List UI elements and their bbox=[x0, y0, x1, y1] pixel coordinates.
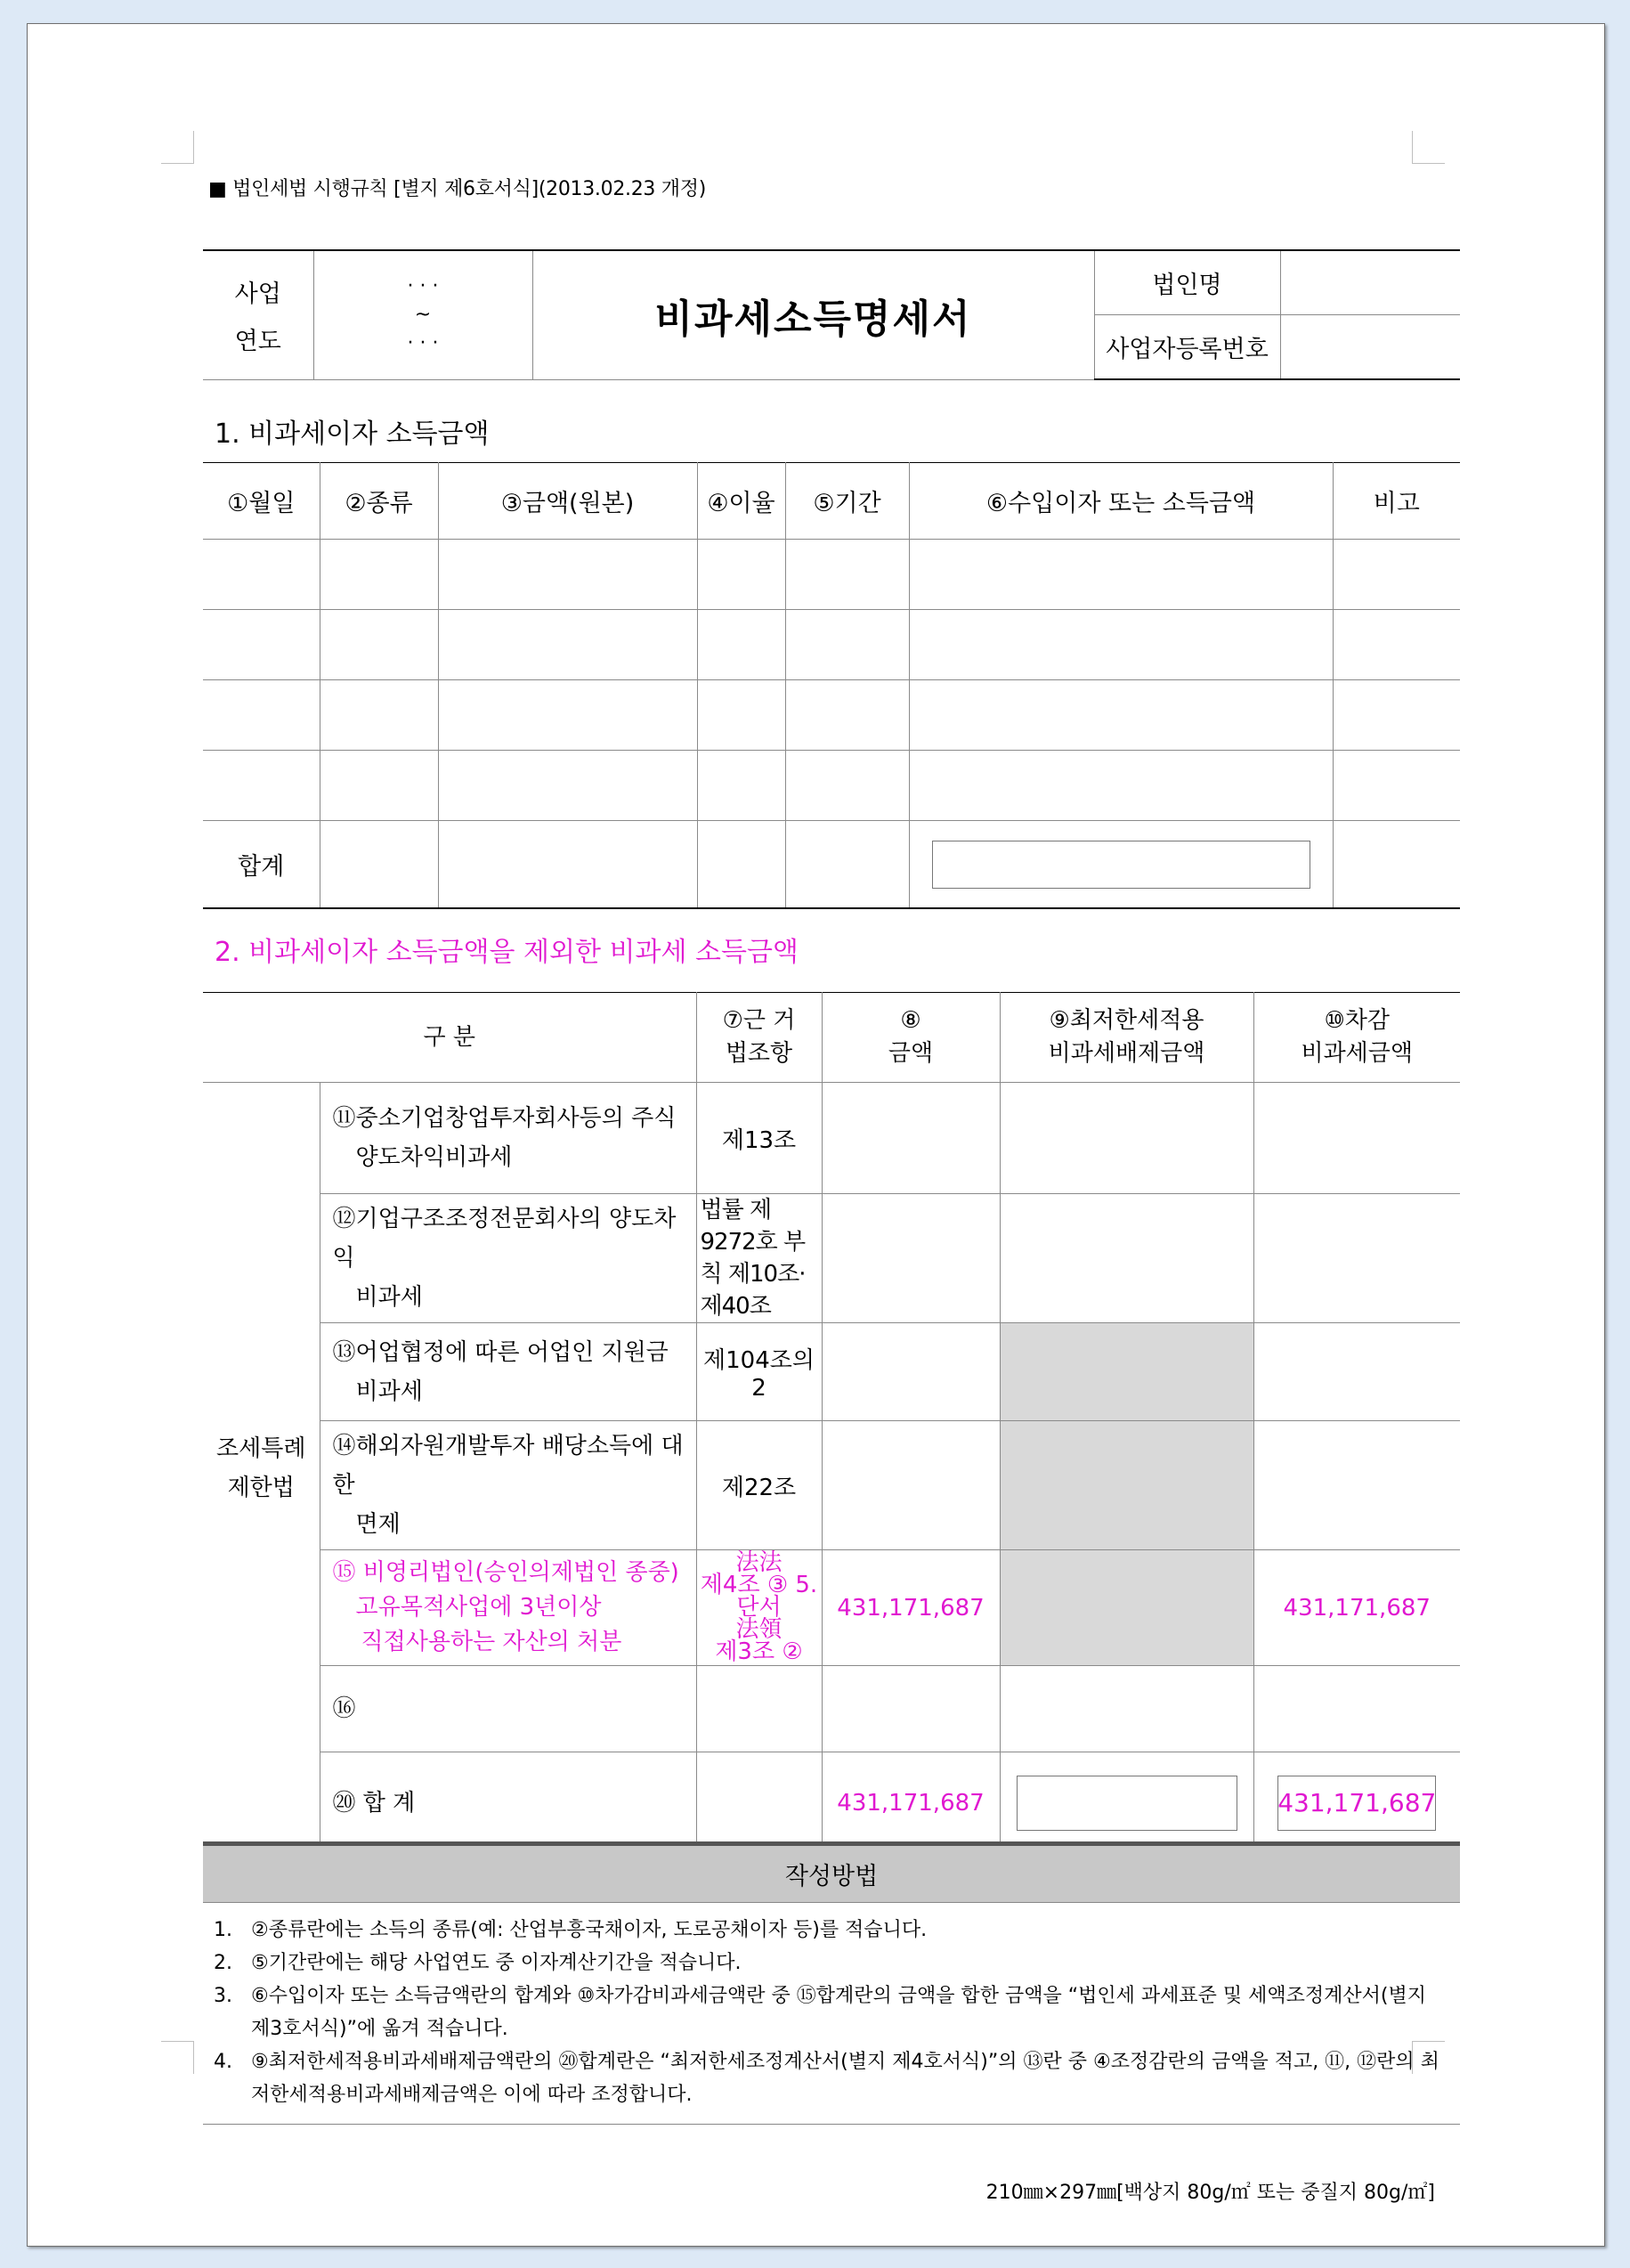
crop-mark bbox=[161, 2041, 194, 2074]
reg-no-label: 사업자등록번호 bbox=[1094, 315, 1280, 380]
cell[interactable] bbox=[785, 821, 909, 909]
total-row bbox=[203, 821, 1460, 909]
basis-cell[interactable] bbox=[696, 1752, 822, 1855]
interest-total-cell bbox=[909, 821, 1333, 909]
guide-item: 4. ⑨최저한세적용비과세배제금액란의 ⑳합계란은 “최저한세조정계산서(별지 제4호서식)”의 ⑬란 중 ④조정감란의 금액을 적고, ⑪, ⑫란의 최저한세적용비과세배제금액은 이에 따라 조정합니다. bbox=[214, 2051, 1439, 2106]
cell[interactable] bbox=[203, 680, 320, 751]
col-header: ⑥수입이자 또는 소득금액 bbox=[909, 463, 1333, 540]
row-basis: 제104조의2 bbox=[696, 1323, 822, 1421]
amount-cell[interactable]: 431,171,687 bbox=[822, 1550, 1000, 1666]
table-row bbox=[203, 1083, 1460, 1194]
interest-total-field[interactable] bbox=[932, 841, 1310, 889]
period-dates[interactable]: · · · ~ · · · bbox=[313, 250, 532, 379]
cell[interactable] bbox=[203, 540, 320, 610]
group-label: 조세특례 제한법 bbox=[203, 1083, 320, 1855]
total-row bbox=[203, 1752, 1460, 1855]
shaded-cell bbox=[1000, 1550, 1253, 1666]
cell[interactable] bbox=[909, 751, 1333, 821]
guide-list bbox=[203, 1902, 1460, 2125]
crop-mark bbox=[1412, 131, 1445, 164]
deduct-total-cell bbox=[1253, 1752, 1460, 1855]
minimum-tax-header: ⑨최저한세적용 비과세배제금액 bbox=[1000, 993, 1253, 1083]
cell[interactable] bbox=[320, 540, 438, 610]
total-amount[interactable]: 431,171,687 bbox=[822, 1752, 1000, 1855]
col-header: ⑤기간 bbox=[785, 463, 909, 540]
total-label: 합계 bbox=[203, 821, 320, 909]
amount-cell[interactable] bbox=[822, 1666, 1000, 1752]
deduct-cell[interactable] bbox=[1253, 1083, 1460, 1194]
cell[interactable] bbox=[438, 540, 697, 610]
amount-cell[interactable] bbox=[822, 1083, 1000, 1194]
row-desc: ⑮ 비영리법인(승인의제법인 종중) 고유목적사업에 3년이상 직접사용하는 자산의 처분 bbox=[320, 1550, 696, 1666]
cell[interactable] bbox=[697, 751, 785, 821]
cell[interactable] bbox=[909, 680, 1333, 751]
table-row bbox=[203, 540, 1460, 610]
amount-header: ⑧ 금액 bbox=[822, 993, 1000, 1083]
row-basis: 법률 제9272호 부칙 제10조·제40조 bbox=[696, 1194, 822, 1323]
row-basis: 法法 제4조 ③ 5. 단서 法領 제3조 ② bbox=[696, 1550, 822, 1666]
corp-name-label: 법인명 bbox=[1094, 250, 1280, 315]
cell[interactable] bbox=[785, 610, 909, 680]
cell[interactable] bbox=[438, 610, 697, 680]
cell[interactable] bbox=[203, 610, 320, 680]
col-header: ②종류 bbox=[320, 463, 438, 540]
section2-title: 2. 비과세이자 소득금액을 제외한 비과세 소득금액 bbox=[215, 937, 799, 968]
table-row bbox=[203, 610, 1460, 680]
document-page bbox=[27, 23, 1605, 2247]
cell[interactable] bbox=[697, 680, 785, 751]
basis-header: ⑦근 거 법조항 bbox=[696, 993, 822, 1083]
shaded-cell bbox=[1000, 1421, 1253, 1550]
row-basis: 제13조 bbox=[696, 1083, 822, 1194]
cell[interactable] bbox=[438, 821, 697, 909]
col-header: ①월일 bbox=[203, 463, 320, 540]
row-basis: 제22조 bbox=[696, 1421, 822, 1550]
guide-item: 1. ②종류란에는 소득의 종류(예: 산업부흥국채이자, 도로공채이자 등)를 적습니다. bbox=[214, 1919, 928, 1941]
cell[interactable] bbox=[785, 751, 909, 821]
row-desc: ⑫기업구조조정전문회사의 양도차익 비과세 bbox=[320, 1194, 696, 1323]
table-row bbox=[203, 1421, 1460, 1550]
table-row bbox=[203, 751, 1460, 821]
cell[interactable] bbox=[1333, 540, 1460, 610]
guide-item: 2. ⑤기간란에는 해당 사업연도 중 이자계산기간을 적습니다. bbox=[214, 1952, 742, 1974]
cell[interactable] bbox=[909, 540, 1333, 610]
table-row bbox=[203, 1194, 1460, 1323]
deduct-header: ⑩차감 비과세금액 bbox=[1253, 993, 1460, 1083]
col-header: 비고 bbox=[1333, 463, 1460, 540]
table-row bbox=[203, 1666, 1460, 1752]
cell[interactable] bbox=[697, 540, 785, 610]
deduct-cell[interactable] bbox=[1253, 1666, 1460, 1752]
cell[interactable] bbox=[785, 680, 909, 751]
form-reference: ■ 법인세법 시행규칙 [별지 제6호서식](2013.02.23 개정) bbox=[208, 178, 706, 200]
form-header-table bbox=[203, 249, 1460, 380]
cell[interactable] bbox=[320, 680, 438, 751]
minimum-total-cell bbox=[1000, 1752, 1253, 1855]
shaded-cell bbox=[1000, 1323, 1253, 1421]
guide-title: 작성방법 bbox=[203, 1841, 1460, 1902]
nontaxable-income-table bbox=[203, 992, 1460, 1856]
section1-title: 1. 비과세이자 소득금액 bbox=[215, 419, 490, 450]
total-label: ⑳ 합 계 bbox=[320, 1752, 696, 1855]
cell[interactable] bbox=[697, 610, 785, 680]
amount-cell[interactable] bbox=[822, 1323, 1000, 1421]
cell[interactable] bbox=[1333, 821, 1460, 909]
paper-spec: 210㎜×297㎜[백상지 80g/㎡ 또는 중질지 80g/㎡] bbox=[985, 2182, 1435, 2204]
amount-cell[interactable] bbox=[822, 1421, 1000, 1550]
minimum-cell[interactable] bbox=[1000, 1666, 1253, 1752]
division-header: 구 분 bbox=[203, 993, 696, 1083]
cell[interactable] bbox=[1333, 751, 1460, 821]
deduct-cell[interactable] bbox=[1253, 1323, 1460, 1421]
table-row bbox=[203, 1323, 1460, 1421]
minimum-total-field[interactable] bbox=[1017, 1776, 1237, 1831]
deduct-cell[interactable] bbox=[1253, 1194, 1460, 1323]
deduct-cell[interactable] bbox=[1253, 1421, 1460, 1550]
cell[interactable] bbox=[438, 751, 697, 821]
cell[interactable] bbox=[320, 821, 438, 909]
col-header: ④이율 bbox=[697, 463, 785, 540]
cell[interactable] bbox=[1333, 610, 1460, 680]
cell[interactable] bbox=[320, 610, 438, 680]
cell[interactable] bbox=[785, 540, 909, 610]
basis-cell[interactable] bbox=[696, 1666, 822, 1752]
cell[interactable] bbox=[697, 821, 785, 909]
minimum-cell[interactable] bbox=[1000, 1083, 1253, 1194]
reg-no-field[interactable] bbox=[1280, 315, 1460, 380]
crop-mark bbox=[161, 131, 194, 164]
cell[interactable] bbox=[203, 751, 320, 821]
cell[interactable] bbox=[1333, 680, 1460, 751]
period-label: 사업 연도 bbox=[203, 250, 313, 379]
row-desc: ⑬어업협정에 따른 어업인 지원금 비과세 bbox=[320, 1323, 696, 1421]
guide-item: 3. ⑥수입이자 또는 소득금액란의 합계와 ⑩차가감비과세금액란 중 ⑮합계란의 금액을 합한 금액을 “법인세 과세표준 및 세액조정계산서(별지 제3호서식)”에 옮겨 적습니다. bbox=[214, 1985, 1426, 2040]
row-desc: ⑪중소기업창업투자회사등의 주식 양도차익비과세 bbox=[320, 1083, 696, 1194]
col-header: ③금액(원본) bbox=[438, 463, 697, 540]
cell[interactable] bbox=[909, 610, 1333, 680]
row-desc: ⑯ bbox=[320, 1666, 696, 1752]
table-row bbox=[203, 1550, 1460, 1666]
corp-name-field[interactable] bbox=[1280, 250, 1460, 315]
deduct-cell[interactable]: 431,171,687 bbox=[1253, 1550, 1460, 1666]
row-desc: ⑭해외자원개발투자 배당소득에 대한 면제 bbox=[320, 1421, 696, 1550]
cell[interactable] bbox=[438, 680, 697, 751]
interest-income-table bbox=[203, 462, 1460, 909]
form-title: 비과세소득명세서 bbox=[532, 250, 1094, 379]
minimum-cell[interactable] bbox=[1000, 1194, 1253, 1323]
deduct-total-field[interactable]: 431,171,687 bbox=[1277, 1776, 1436, 1831]
cell[interactable] bbox=[320, 751, 438, 821]
table-row bbox=[203, 680, 1460, 751]
amount-cell[interactable] bbox=[822, 1194, 1000, 1323]
